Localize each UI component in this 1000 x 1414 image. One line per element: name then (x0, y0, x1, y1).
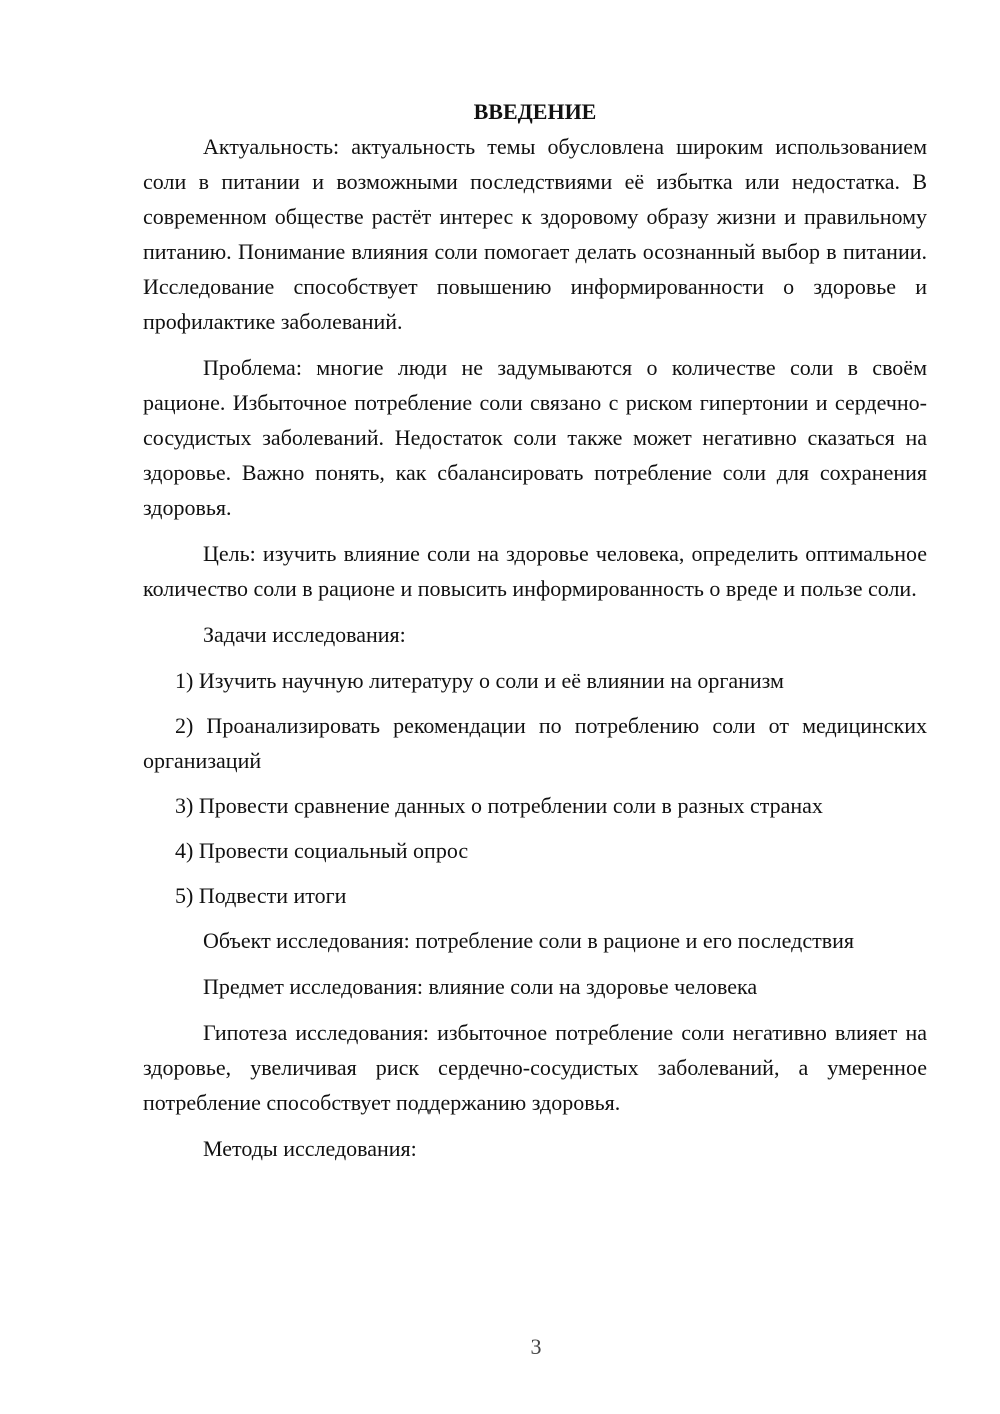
page-number: 3 (530, 1334, 542, 1359)
paragraph-hypothesis: Гипотеза исследования: избыточное потребление соли негативно влияет на здоровье, увеличивая риск сердечно-сосудистых заболеваний, а умеренное потребление способствует поддержанию здоровья. (143, 1020, 927, 1115)
task-item: 3) Провести сравнение данных о потреблении соли в разных странах (175, 793, 823, 818)
tasks-heading: Задачи исследования: (203, 622, 406, 647)
task-item: 2) Проанализировать рекомендации по потреблению соли от медицинских организаций (143, 713, 927, 773)
paragraph-object: Объект исследования: потребление соли в рационе и его последствия (203, 928, 854, 953)
paragraph-goal: Цель: изучить влияние соли на здоровье человека, определить оптимальное количество соли в рационе и повысить информированность о вреде и пользе соли. (143, 541, 927, 601)
section-title: ВВЕДЕНИЕ (473, 99, 597, 124)
task-item: 4) Провести социальный опрос (175, 838, 469, 863)
task-item: 5) Подвести итоги (175, 883, 347, 908)
paragraph-subject: Предмет исследования: влияние соли на здоровье человека (203, 974, 758, 999)
paragraph-problem: Проблема: многие люди не задумываются о количестве соли в своём рационе. Избыточное потребление соли связано с риском гипертонии и сердечно-сосудистых заболеваний. Недостаток соли также может негативно сказаться на здоровье. Важно понять, как сбалансировать потребление соли для сохранения здоровья. (143, 355, 927, 520)
task-item: 1) Изучить научную литературу о соли и её влиянии на организм (175, 668, 784, 693)
methods-heading: Методы исследования: (203, 1136, 417, 1161)
paragraph-relevance: Актуальность: актуальность темы обусловлена широким использованием соли в питании и возможными последствиями её избытка или недостатка. В современном обществе растёт интерес к здоровому образу жизни и правильному питанию. Понимание влияния соли помогает делать осознанный выбор в питании. Исследование способствует повышению информированности о здоровье и профилактике заболеваний. (143, 134, 927, 334)
page-content (143, 94, 927, 1177)
